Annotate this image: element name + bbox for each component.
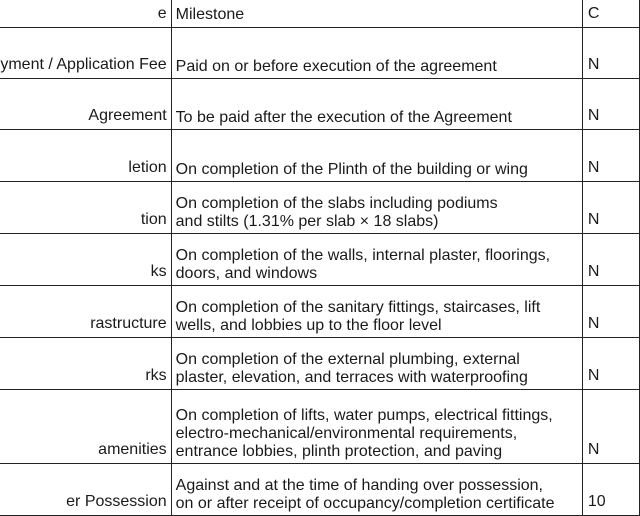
amount-cell: N [582, 79, 639, 130]
milestone-cell: On completion of the external plumbing, external plaster, elevation, and terraces with waterproofing [171, 338, 582, 390]
table-row [0, 338, 640, 390]
amount-cell: 10 [582, 464, 639, 516]
header-amount: C [582, 0, 639, 28]
stage-cell: er Possession [0, 464, 171, 516]
table-row [0, 130, 640, 182]
milestone-cell: On completion of lifts, water pumps, electrical fittings, electro-mechanical/environmental requirements, entrance lobbies, plinth protection, and paving [171, 390, 582, 464]
amount-cell: N [582, 28, 639, 79]
stage-cell: letion [0, 130, 171, 182]
milestone-cell: On completion of the sanitary fittings, staircases, lift wells, and lobbies up to the floor level [171, 286, 582, 338]
amount-cell: N [582, 390, 639, 464]
milestone-cell: On completion of the Plinth of the building or wing [171, 130, 582, 182]
table-row [0, 79, 640, 130]
table-row [0, 234, 640, 286]
amount-cell: N [582, 338, 639, 390]
milestone-cell: Paid on or before execution of the agreement [171, 28, 582, 79]
stage-cell: Agreement [0, 79, 171, 130]
table-row [0, 390, 640, 464]
milestone-cell: To be paid after the execution of the Agreement [171, 79, 582, 130]
header-milestone: Milestone [171, 0, 582, 28]
amount-cell: N [582, 234, 639, 286]
table-row [0, 182, 640, 234]
stage-cell: tion [0, 182, 171, 234]
table-row [0, 464, 640, 516]
stage-cell: rastructure [0, 286, 171, 338]
milestone-cell: Against and at the time of handing over possession, on or after receipt of occupancy/completion certificate [171, 464, 582, 516]
milestone-cell: On completion of the walls, internal plaster, floorings, doors, and windows [171, 234, 582, 286]
milestone-cell: On completion of the slabs including podiums and stilts (1.31% per slab × 18 slabs) [171, 182, 582, 234]
table-header-row [0, 0, 640, 28]
table-row [0, 28, 640, 79]
stage-cell: yment / Application Fee [0, 28, 171, 79]
amount-cell: N [582, 130, 639, 182]
table-row [0, 286, 640, 338]
stage-cell: amenities [0, 390, 171, 464]
header-stage: e [0, 0, 171, 28]
amount-cell: N [582, 182, 639, 234]
stage-cell: rks [0, 338, 171, 390]
amount-cell: N [582, 286, 639, 338]
stage-cell: ks [0, 234, 171, 286]
